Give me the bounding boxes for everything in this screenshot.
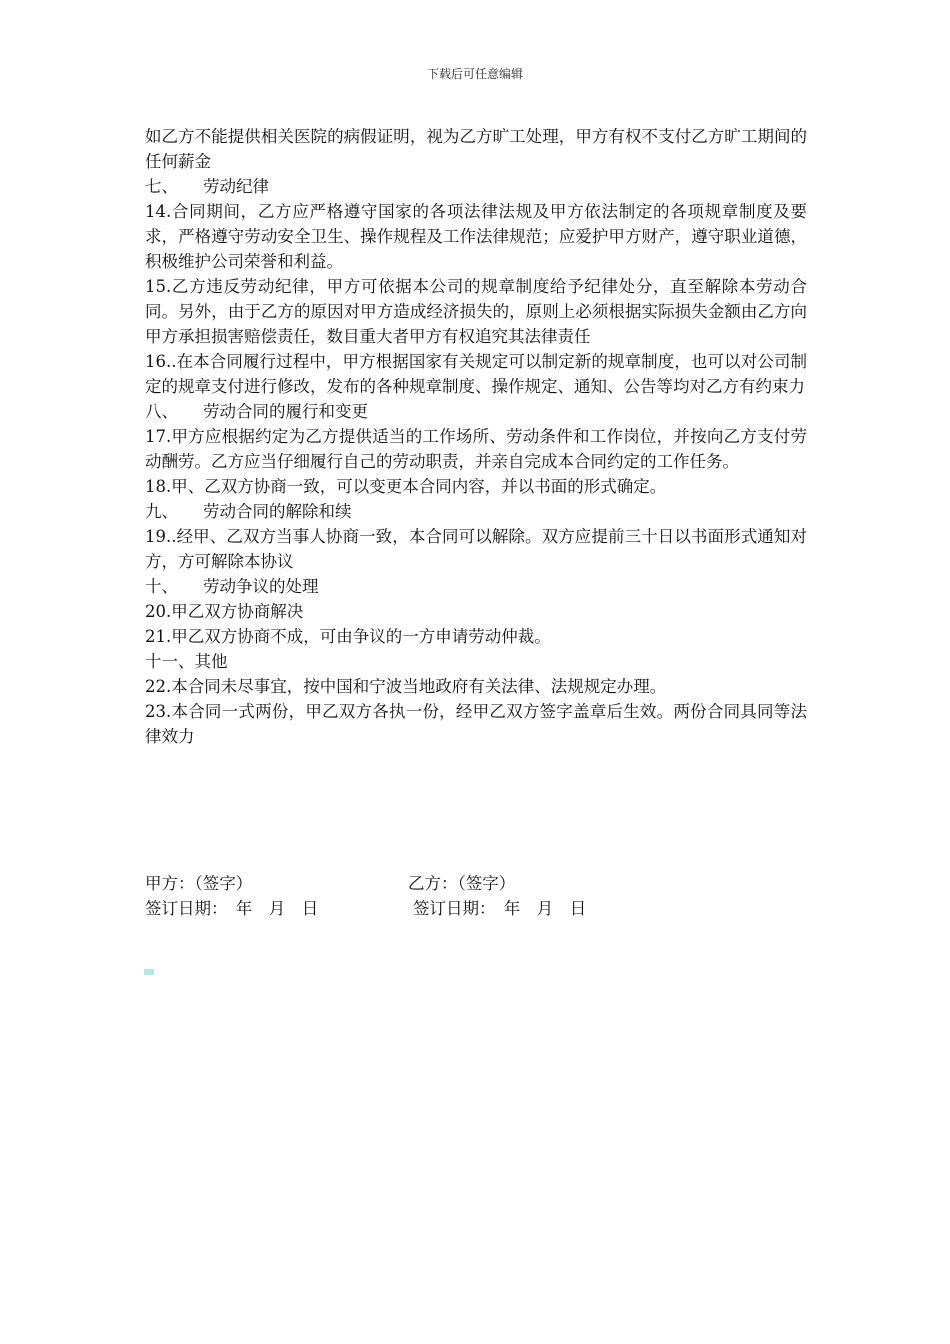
section-title: 劳动争议的处理 [203, 577, 319, 596]
section-heading-dispute [145, 574, 807, 599]
paragraph-sick-leave: 如乙方不能提供相关医院的病假证明，视为乙方旷工处理，甲方有权不支付乙方旷工期间的任何薪金 [145, 127, 807, 171]
clause-20: 20.甲乙双方协商解决 [145, 602, 304, 621]
clause-19: 19..经甲、乙双方当事人协商一致，本合同可以解除。双方应提前三十日以书面形式通知对方，方可解除本协议 [145, 527, 807, 571]
page-header: 下载后可任意编辑 [426, 67, 523, 81]
party-a-signature: 甲方：（签字） [145, 874, 253, 893]
section-title: 劳动合同的解除和续 [203, 502, 352, 521]
clause-22: 22.本合同未尽事宜，按中国和宁波当地政府有关法律、法规规定办理。 [145, 677, 667, 696]
section-title: 劳动合同的履行和变更 [203, 402, 368, 421]
party-b-signature: 乙方：（签字） [408, 874, 516, 893]
section-number: 十、 [145, 577, 178, 596]
clause-16: 16..在本合同履行过程中，甲方根据国家有关规定可以制定新的规章制度，也可以对公司制定的规章支付进行修改，发布的各种规章制度、操作规定、通知、公告等均对乙方有约束力 [145, 352, 807, 396]
signature-block [145, 871, 807, 921]
section-heading-performance-change [145, 399, 807, 424]
signature-row [145, 871, 807, 896]
text-cursor-marker [144, 969, 154, 975]
clause-23: 23.本合同一式两份，甲乙双方各执一份，经甲乙双方签字盖章后生效。两份合同具同等法律效力 [145, 702, 807, 746]
section-heading-other: 十一、其他 [145, 652, 228, 671]
contract-body [145, 124, 807, 749]
clause-15: 15.乙方违反劳动纪律，甲方可依据本公司的规章制度给予纪律处分，直至解除本劳动合同。另外，由于乙方的原因对甲方造成经济损失的，原则上必须根据实际损失金额由乙方向甲方承担损害赔偿责任，数目重大者甲方有权追究其法律责任 [145, 277, 807, 346]
section-heading-labor-discipline [145, 174, 807, 199]
section-number: 八、 [145, 402, 178, 421]
clause-14: 14.合同期间，乙方应严格遵守国家的各项法律法规及甲方依法制定的各项规章制度及要求，严格遵守劳动安全卫生、操作规程及工作法律规范；应爱护甲方财产，遵守职业道德，积极维护公司荣誉和利益。 [145, 202, 807, 271]
party-a-sign-date: 签订日期： 年 月 日 [145, 899, 319, 918]
section-title: 劳动纪律 [203, 177, 269, 196]
clause-18: 18.甲、乙双方协商一致，可以变更本合同内容，并以书面的形式确定。 [145, 477, 667, 496]
clause-17: 17.甲方应根据约定为乙方提供适当的工作场所、劳动条件和工作岗位，并按向乙方支付劳动酬劳。乙方应当仔细履行自己的劳动职责，并亲自完成本合同约定的工作任务。 [145, 427, 807, 471]
section-number: 七、 [145, 177, 178, 196]
section-heading-termination [145, 499, 807, 524]
party-b-sign-date: 签订日期： 年 月 日 [413, 899, 587, 918]
clause-21: 21.甲乙双方协商不成，可由争议的一方申请劳动仲裁。 [145, 627, 551, 646]
section-number: 九、 [145, 502, 178, 521]
date-row [145, 896, 807, 921]
